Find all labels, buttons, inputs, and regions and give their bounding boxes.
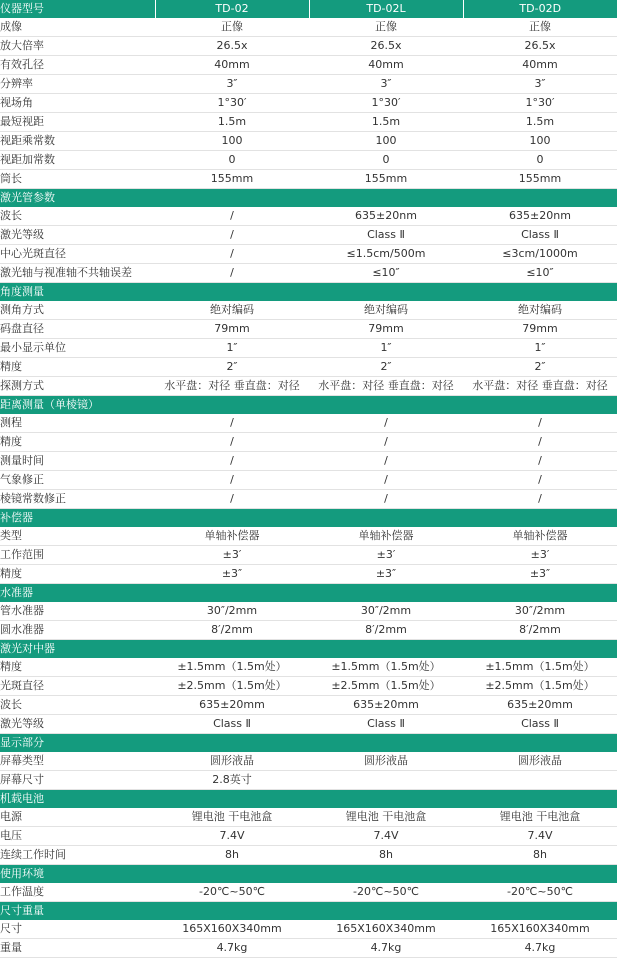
table-row xyxy=(0,677,617,696)
section-title: 显示部分 xyxy=(0,734,617,753)
table-row xyxy=(0,170,617,189)
row-value-2: / xyxy=(309,433,463,452)
table-row xyxy=(0,358,617,377)
table-row xyxy=(0,452,617,471)
section-row xyxy=(0,509,617,528)
row-label: 测量时间 xyxy=(0,452,155,471)
row-label: 圆水准器 xyxy=(0,621,155,640)
row-value-2: 26.5x xyxy=(309,37,463,56)
row-value-3: 1°30′ xyxy=(463,94,617,113)
row-label: 波长 xyxy=(0,696,155,715)
row-value-2: 单轴补偿器 xyxy=(309,527,463,546)
row-value-3: 100 xyxy=(463,132,617,151)
row-value-2: 100 xyxy=(309,132,463,151)
section-row xyxy=(0,189,617,208)
row-value-2: 635±20nm xyxy=(309,207,463,226)
row-value-1: -20℃~50℃ xyxy=(155,883,309,902)
section-title: 激光管参数 xyxy=(0,189,617,208)
table-row xyxy=(0,301,617,320)
table-row xyxy=(0,471,617,490)
row-value-2: ±3″ xyxy=(309,565,463,584)
row-value-2: 79mm xyxy=(309,320,463,339)
row-value-3: ±1.5mm（1.5m处） xyxy=(463,658,617,677)
row-value-2: 0 xyxy=(309,151,463,170)
row-value-1: ±3′ xyxy=(155,546,309,565)
row-value-2: 3″ xyxy=(309,75,463,94)
row-value-2: 155mm xyxy=(309,170,463,189)
section-title: 尺寸重量 xyxy=(0,902,617,921)
row-value-3: 4.7kg xyxy=(463,939,617,958)
header-model-1: TD-02 xyxy=(155,0,309,18)
row-value-3: 绝对编码 xyxy=(463,301,617,320)
row-value-1: 79mm xyxy=(155,320,309,339)
row-value-1: 26.5x xyxy=(155,37,309,56)
row-value-2: 635±20mm xyxy=(309,696,463,715)
row-value-3: 635±20mm xyxy=(463,696,617,715)
row-value-3: / xyxy=(463,414,617,433)
row-label: 工作温度 xyxy=(0,883,155,902)
row-value-1: / xyxy=(155,245,309,264)
row-value-2 xyxy=(309,771,463,790)
row-value-2: / xyxy=(309,490,463,509)
table-row xyxy=(0,715,617,734)
row-value-3: / xyxy=(463,490,617,509)
row-value-1: / xyxy=(155,471,309,490)
row-label: 放大倍率 xyxy=(0,37,155,56)
row-value-1: 7.4V xyxy=(155,827,309,846)
section-title: 使用环境 xyxy=(0,865,617,884)
row-value-3: / xyxy=(463,433,617,452)
table-row xyxy=(0,939,617,958)
row-label: 气象修正 xyxy=(0,471,155,490)
row-value-3: ≤3cm/1000m xyxy=(463,245,617,264)
row-value-3: 圆形液晶 xyxy=(463,752,617,771)
table-row xyxy=(0,56,617,75)
table-row xyxy=(0,808,617,827)
table-row xyxy=(0,37,617,56)
row-label: 成像 xyxy=(0,18,155,37)
row-label: 视场角 xyxy=(0,94,155,113)
table-row xyxy=(0,920,617,939)
row-label: 最小显示单位 xyxy=(0,339,155,358)
table-row xyxy=(0,132,617,151)
row-value-1: / xyxy=(155,207,309,226)
row-value-3: 锂电池 干电池盒 xyxy=(463,808,617,827)
table-row xyxy=(0,883,617,902)
section-row xyxy=(0,584,617,603)
row-value-3: 8′/2mm xyxy=(463,621,617,640)
row-value-1: 3″ xyxy=(155,75,309,94)
row-value-1: 水平盘：对径 垂直盘：对径 xyxy=(155,377,309,396)
row-value-1: ±2.5mm（1.5m处） xyxy=(155,677,309,696)
row-value-1: 1°30′ xyxy=(155,94,309,113)
row-value-2: ±3′ xyxy=(309,546,463,565)
row-label: 激光等级 xyxy=(0,715,155,734)
row-value-1: / xyxy=(155,226,309,245)
row-label: 棱镜常数修正 xyxy=(0,490,155,509)
row-value-1: Class Ⅱ xyxy=(155,715,309,734)
row-label: 光斑直径 xyxy=(0,677,155,696)
row-value-1: 155mm xyxy=(155,170,309,189)
row-label: 有效孔径 xyxy=(0,56,155,75)
table-row xyxy=(0,113,617,132)
row-label: 码盘直径 xyxy=(0,320,155,339)
section-row xyxy=(0,396,617,415)
row-value-1: 绝对编码 xyxy=(155,301,309,320)
row-value-2: 1.5m xyxy=(309,113,463,132)
row-value-2: 7.4V xyxy=(309,827,463,846)
row-value-2: 4.7kg xyxy=(309,939,463,958)
table-header-row xyxy=(0,0,617,18)
table-row xyxy=(0,527,617,546)
row-value-1: 40mm xyxy=(155,56,309,75)
row-value-1: ±1.5mm（1.5m处） xyxy=(155,658,309,677)
row-value-2: 绝对编码 xyxy=(309,301,463,320)
table-row xyxy=(0,771,617,790)
row-value-2: 30″/2mm xyxy=(309,602,463,621)
row-label: 连续工作时间 xyxy=(0,846,155,865)
row-label: 屏幕尺寸 xyxy=(0,771,155,790)
row-value-1: 4.7kg xyxy=(155,939,309,958)
row-value-1: / xyxy=(155,414,309,433)
row-value-1: 锂电池 干电池盒 xyxy=(155,808,309,827)
row-value-2: / xyxy=(309,471,463,490)
row-value-3: 0 xyxy=(463,151,617,170)
row-label: 精度 xyxy=(0,658,155,677)
row-value-3: 3″ xyxy=(463,75,617,94)
table-row xyxy=(0,414,617,433)
row-value-1: / xyxy=(155,490,309,509)
row-value-3: 79mm xyxy=(463,320,617,339)
row-value-2: 1°30′ xyxy=(309,94,463,113)
section-title: 距离测量（单棱镜） xyxy=(0,396,617,415)
section-title: 角度测量 xyxy=(0,283,617,302)
row-label: 类型 xyxy=(0,527,155,546)
row-value-1: 100 xyxy=(155,132,309,151)
table-row xyxy=(0,264,617,283)
row-value-3: 单轴补偿器 xyxy=(463,527,617,546)
row-value-2: ±1.5mm（1.5m处） xyxy=(309,658,463,677)
row-value-2: 水平盘：对径 垂直盘：对径 xyxy=(309,377,463,396)
row-label: 筒长 xyxy=(0,170,155,189)
row-value-2: Class Ⅱ xyxy=(309,715,463,734)
row-value-2: 8h xyxy=(309,846,463,865)
row-value-2: / xyxy=(309,452,463,471)
row-value-1: ±3″ xyxy=(155,565,309,584)
row-value-3: 水平盘：对径 垂直盘：对径 xyxy=(463,377,617,396)
table-row xyxy=(0,207,617,226)
table-row xyxy=(0,320,617,339)
row-value-1: / xyxy=(155,433,309,452)
table-row xyxy=(0,827,617,846)
row-value-3: 155mm xyxy=(463,170,617,189)
row-label: 分辨率 xyxy=(0,75,155,94)
row-value-2: 2″ xyxy=(309,358,463,377)
row-label: 屏幕类型 xyxy=(0,752,155,771)
row-value-2: ±2.5mm（1.5m处） xyxy=(309,677,463,696)
row-label: 最短视距 xyxy=(0,113,155,132)
table-row xyxy=(0,433,617,452)
row-value-1: 1″ xyxy=(155,339,309,358)
row-value-2: 锂电池 干电池盒 xyxy=(309,808,463,827)
section-row xyxy=(0,640,617,659)
row-value-3: 165X160X340mm xyxy=(463,920,617,939)
row-value-1: 8′/2mm xyxy=(155,621,309,640)
row-value-1: 圆形液晶 xyxy=(155,752,309,771)
row-label: 中心光斑直径 xyxy=(0,245,155,264)
row-value-2: 40mm xyxy=(309,56,463,75)
row-value-1: 正像 xyxy=(155,18,309,37)
row-value-3: 8h xyxy=(463,846,617,865)
table-row xyxy=(0,151,617,170)
row-value-1: 单轴补偿器 xyxy=(155,527,309,546)
row-value-1: 165X160X340mm xyxy=(155,920,309,939)
row-value-3: 7.4V xyxy=(463,827,617,846)
row-label: 测程 xyxy=(0,414,155,433)
row-label: 测角方式 xyxy=(0,301,155,320)
row-label: 管水准器 xyxy=(0,602,155,621)
row-value-3: 635±20nm xyxy=(463,207,617,226)
row-label: 视距乘常数 xyxy=(0,132,155,151)
row-label: 波长 xyxy=(0,207,155,226)
row-label: 精度 xyxy=(0,433,155,452)
row-value-3: 40mm xyxy=(463,56,617,75)
section-row xyxy=(0,734,617,753)
section-title: 补偿器 xyxy=(0,509,617,528)
row-value-3: 1.5m xyxy=(463,113,617,132)
row-value-3: Class Ⅱ xyxy=(463,715,617,734)
table-row xyxy=(0,846,617,865)
row-value-3: / xyxy=(463,471,617,490)
row-value-2: 8′/2mm xyxy=(309,621,463,640)
row-value-2: 1″ xyxy=(309,339,463,358)
row-label: 激光等级 xyxy=(0,226,155,245)
row-value-3: ±3″ xyxy=(463,565,617,584)
row-value-2: -20℃~50℃ xyxy=(309,883,463,902)
section-row xyxy=(0,283,617,302)
row-value-1: / xyxy=(155,264,309,283)
row-label: 精度 xyxy=(0,565,155,584)
row-value-2: ≤10″ xyxy=(309,264,463,283)
row-label: 视距加常数 xyxy=(0,151,155,170)
row-label: 精度 xyxy=(0,358,155,377)
row-value-3: -20℃~50℃ xyxy=(463,883,617,902)
row-label: 电源 xyxy=(0,808,155,827)
row-value-3: 1″ xyxy=(463,339,617,358)
row-value-3: Class Ⅱ xyxy=(463,226,617,245)
row-label: 尺寸 xyxy=(0,920,155,939)
row-value-1: 0 xyxy=(155,151,309,170)
section-title: 激光对中器 xyxy=(0,640,617,659)
table-row xyxy=(0,339,617,358)
table-row xyxy=(0,658,617,677)
row-value-3: 30″/2mm xyxy=(463,602,617,621)
row-value-2: 正像 xyxy=(309,18,463,37)
section-title: 机载电池 xyxy=(0,790,617,809)
section-row xyxy=(0,790,617,809)
header-label-model: 仪器型号 xyxy=(0,0,155,18)
row-value-1: 30″/2mm xyxy=(155,602,309,621)
table-row xyxy=(0,18,617,37)
row-value-2: Class Ⅱ xyxy=(309,226,463,245)
row-value-1: 2.8英寸 xyxy=(155,771,309,790)
row-value-1: 635±20mm xyxy=(155,696,309,715)
row-value-2: ≤1.5cm/500m xyxy=(309,245,463,264)
row-label: 激光轴与视准轴不共轴误差 xyxy=(0,264,155,283)
table-row xyxy=(0,94,617,113)
table-row xyxy=(0,752,617,771)
row-value-2: 165X160X340mm xyxy=(309,920,463,939)
table-row xyxy=(0,546,617,565)
row-value-1: 1.5m xyxy=(155,113,309,132)
table-row xyxy=(0,490,617,509)
table-row xyxy=(0,602,617,621)
header-model-2: TD-02L xyxy=(309,0,463,18)
table-row xyxy=(0,565,617,584)
row-label: 工作范围 xyxy=(0,546,155,565)
row-value-3: ±3′ xyxy=(463,546,617,565)
table-row xyxy=(0,245,617,264)
row-value-1: / xyxy=(155,452,309,471)
row-value-2: 圆形液晶 xyxy=(309,752,463,771)
row-value-2: / xyxy=(309,414,463,433)
row-label: 电压 xyxy=(0,827,155,846)
row-value-3: 正像 xyxy=(463,18,617,37)
table-row xyxy=(0,377,617,396)
table-row xyxy=(0,696,617,715)
section-row xyxy=(0,865,617,884)
section-title: 水准器 xyxy=(0,584,617,603)
row-value-3: 2″ xyxy=(463,358,617,377)
row-value-3: / xyxy=(463,452,617,471)
row-value-3: ±2.5mm（1.5m处） xyxy=(463,677,617,696)
row-value-3: ≤10″ xyxy=(463,264,617,283)
row-value-1: 8h xyxy=(155,846,309,865)
row-value-3 xyxy=(463,771,617,790)
section-row xyxy=(0,902,617,921)
header-model-3: TD-02D xyxy=(463,0,617,18)
table-row xyxy=(0,75,617,94)
row-label: 重量 xyxy=(0,939,155,958)
row-value-3: 26.5x xyxy=(463,37,617,56)
table-row xyxy=(0,226,617,245)
row-value-1: 2″ xyxy=(155,358,309,377)
row-label: 探测方式 xyxy=(0,377,155,396)
table-row xyxy=(0,621,617,640)
